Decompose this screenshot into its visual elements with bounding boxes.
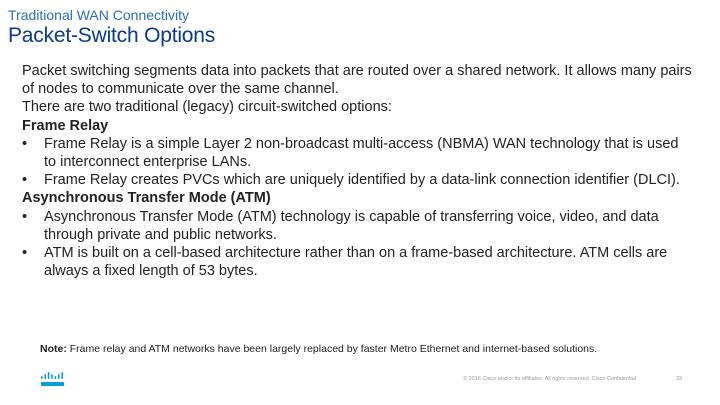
slide-title: Packet-Switch Options	[8, 24, 216, 47]
bullet-text: Frame Relay is a simple Layer 2 non-broadcast multi-access (NBMA) WAN technology that is used to interconnect enterprise LANs.	[44, 135, 679, 171]
bullet-icon: •	[22, 245, 28, 262]
atm-heading: Asynchronous Transfer Mode (ATM)	[22, 190, 271, 207]
bullet-text: Asynchronous Transfer Mode (ATM) technology is capable of transferring voice, video, and data through private and public networks.	[44, 208, 659, 243]
bullet-icon: •	[22, 208, 28, 225]
intro-paragraph: Packet switching segments data into packets that are routed over a shared network. It allows many pairs of nodes to communicate over the same channel.	[22, 63, 692, 98]
note	[40, 343, 597, 355]
bullet-icon: •	[22, 135, 28, 152]
bullet-icon: •	[22, 172, 28, 189]
note-label: Note:	[40, 343, 67, 355]
frame-relay-bullet	[22, 135, 694, 171]
page-number: 33	[676, 376, 683, 382]
atm-bullet	[22, 244, 694, 280]
frame-relay-bullet	[22, 171, 694, 189]
slide-body	[22, 62, 694, 280]
frame-relay-heading: Frame Relay	[22, 117, 109, 134]
note-text: Frame relay and ATM networks have been largely replaced by faster Metro Ethernet and internet-based solutions.	[66, 343, 598, 355]
bullet-text: ATM is built on a cell-based architecture rather than on a frame-based architecture. ATM cells are always a fixed length of 53 bytes.	[44, 245, 668, 280]
legacy-options-line: There are two traditional (legacy) circuit-switched options:	[22, 99, 392, 116]
cisco-logo-icon	[40, 372, 66, 393]
bullet-text: Frame Relay creates PVCs which are uniquely identified by a data-link connection identifier (DLCI).	[44, 172, 680, 189]
slide-supertitle: Traditional WAN Connectivity	[8, 7, 190, 23]
atm-bullet	[22, 208, 694, 244]
footer-copyright: © 2016 Cisco and/or its affiliates. All rights reserved. Cisco Confidential	[463, 376, 637, 382]
